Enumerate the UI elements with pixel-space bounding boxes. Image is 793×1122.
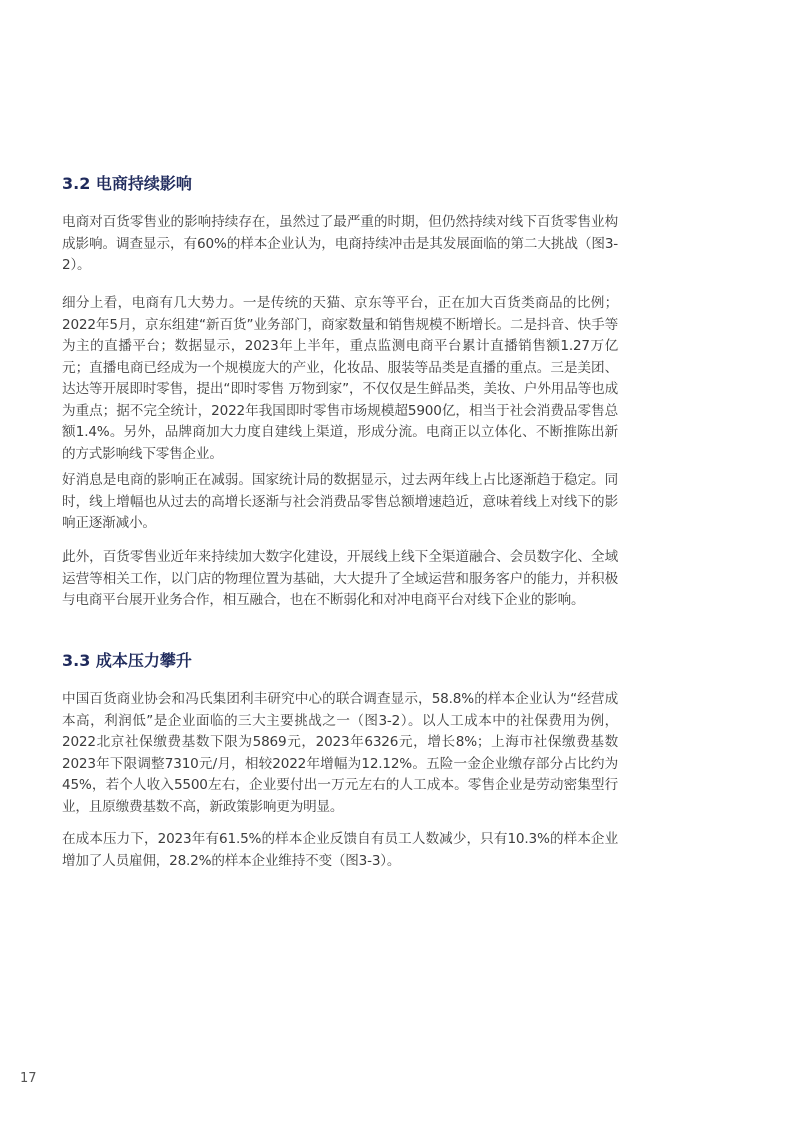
section-heading-3-3: 3.3 成本压力攀升 xyxy=(62,651,192,670)
paragraph: 在成本压力下，2023年有61.5%的样本企业反馈自有员工人数减少，只有10.3%的样本企业增加了人员雇佣，28.2%的样本企业维持不变（图3-3）。 xyxy=(62,831,618,869)
paragraph: 电商对百货零售业的影响持续存在，虽然过了最严重的时期，但仍然持续对线下百货零售业构成影响。调查显示，有60%的样本企业认为，电商持续冲击是其发展面临的第二大挑战（图3-2）。 xyxy=(62,214,618,273)
paragraph: 中国百货商业协会和冯氏集团利丰研究中心的联合调查显示，58.8%的样本企业认为“经营成本高，利润低”是企业面临的三大主要挑战之一（图3-2）。以人工成本中的社保费用为例，2022北京社保缴费基数下限为5869元，2023年6326元，增长8%；上海市社保缴费基数2023年下限调整7310元/月，相较2022年增幅为12.12%。五险一金企业缴存部分占比约为45%，若个人收入5500左右，企业要付出一万元左右的人工成本。零售企业是劳动密集型行业，且原缴费基数不高，新政策影响更为明显。 xyxy=(62,691,618,815)
paragraph: 细分上看，电商有几大势力。一是传统的天猫、京东等平台，正在加大百货类商品的比例；2022年5月，京东组建“新百货”业务部门，商家数量和销售规模不断增长。二是抖音、快手等为主的直播平台；数据显示，2023年上半年，重点监测电商平台累计直播销售额1.27万亿元；直播电商已经成为一个规模庞大的产业，化妆品、服装等品类是直播的重点。三是美团、达达等开展即时零售，提出“即时零售 万物到家”，不仅仅是生鲜品类，美妆、户外用品等也成为重点；据不完全统计，2022年我国即时零售市场规模超5900亿，相当于社会消费品零售总额1.4%。另外，品牌商加大力度自建线上渠道，形成分流。电商正以立体化、不断推陈出新的方式影响线下零售企业。 xyxy=(62,295,618,462)
section-heading-3-2: 3.2 电商持续影响 xyxy=(62,174,192,193)
paragraph: 好消息是电商的影响正在减弱。国家统计局的数据显示，过去两年线上占比逐渐趋于稳定。同时，线上增幅也从过去的高增长逐渐与社会消费品零售总额增速趋近，意味着线上对线下的影响正逐渐减小。 xyxy=(62,472,618,531)
paragraph: 此外，百货零售业近年来持续加大数字化建设，开展线上线下全渠道融合、会员数字化、全域运营等相关工作，以门店的物理位置为基础，大大提升了全域运营和服务客户的能力，并积极与电商平台展开业务合作，相互融合，也在不断弱化和对冲电商平台对线下企业的影响。 xyxy=(62,549,618,608)
page-number: 17 xyxy=(20,1071,37,1086)
